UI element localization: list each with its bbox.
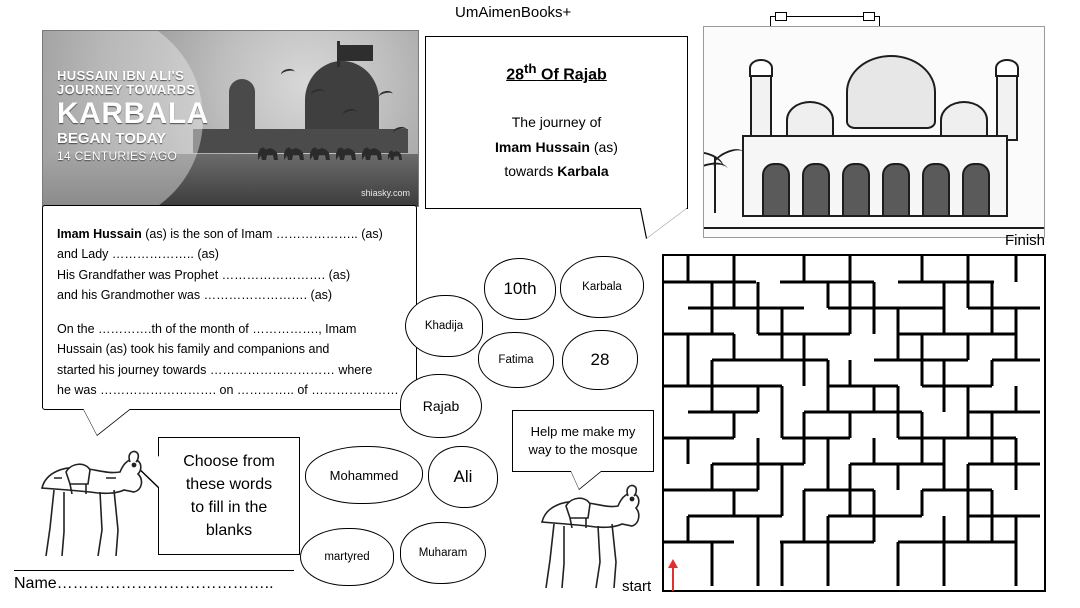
word-blob-label: Ali [453, 467, 473, 486]
maze-puzzle[interactable] [662, 254, 1046, 592]
word-blob-karbala[interactable] [560, 256, 644, 318]
word-blob-label: Karbala [582, 281, 622, 293]
banner-line-2: JOURNEY TOWARDS [57, 81, 196, 97]
banner-flag-icon [339, 45, 373, 61]
banner-caravan [258, 134, 408, 160]
mosque-arch-3-icon [842, 163, 870, 215]
mosque-arch-6-icon [962, 163, 990, 215]
name-field[interactable] [14, 570, 294, 600]
mosque-minaret-right-icon [996, 71, 1018, 141]
camel-illustration-left [24, 432, 154, 560]
word-blob-rajab[interactable] [400, 374, 482, 438]
mosque-arch-5-icon [922, 163, 950, 215]
name-label: Name………………………………….. [14, 575, 274, 592]
word-blob-label: Rajab [422, 398, 460, 414]
finish-label: Finish [1005, 232, 1046, 249]
help-bubble [512, 410, 654, 472]
mosque-illustration [703, 26, 1045, 238]
mosque-minaret-left-icon [750, 71, 772, 141]
brand-title: UmAimenBooks+ [455, 4, 572, 21]
word-blob-fatima[interactable] [478, 332, 554, 388]
fill-in-blanks-bubble [42, 205, 417, 410]
blanks-paragraph-2 [57, 319, 400, 400]
help-line-2: way to the mosque [528, 442, 638, 457]
banner-credit: shiasky.com [361, 188, 410, 198]
blanks-line-3: His Grandfather was Prophet ……………………. (as) [57, 267, 351, 282]
title-imam-bold: Imam Hussain [495, 138, 590, 155]
date-ordinal: th [523, 61, 537, 76]
blanks-line-1: (as) is the son of Imam ……………….. (as) [141, 227, 383, 241]
blanks-line-8: he was ………………………. on ………….. of ………………… [57, 382, 399, 397]
title-line-2 [426, 135, 687, 160]
word-blob-label: 10th [503, 279, 537, 298]
choose-words-bubble [158, 437, 300, 555]
blanks-line-5: On the ………….th of the month of ……………., Imam [57, 322, 357, 336]
mosque-arch-1-icon [762, 163, 790, 215]
choose-line-4: blanks [205, 522, 253, 540]
choose-line-2: these words [185, 475, 273, 493]
title-bubble-tail [641, 208, 687, 238]
blanks-line-2: and Lady ……………….. (as) [57, 247, 219, 262]
title-imam-rest: (as) [589, 138, 618, 155]
mosque-arch-4-icon [882, 163, 910, 215]
word-blob-10th[interactable] [484, 258, 556, 320]
word-blob-khadija[interactable] [405, 295, 483, 357]
banner-caption [57, 69, 209, 162]
date-heading [426, 59, 687, 88]
banner-line-1: HUSSAIN IBN ALI'S [57, 68, 185, 83]
clip-top-right-icon [863, 12, 875, 21]
start-arrow-icon [672, 567, 674, 591]
word-blob-label: Khadija [424, 320, 464, 332]
imam-hussain-bold: Imam Hussain [57, 227, 142, 241]
maze-svg [664, 256, 1040, 586]
word-blob-ali[interactable] [428, 446, 498, 508]
mosque-small-dome-right-icon [940, 101, 988, 139]
choose-line-3: to fill in the [190, 499, 268, 516]
blanks-line-6: Hussain (as) took his family and companions and [57, 342, 330, 357]
bubble-tail [83, 408, 131, 435]
blanks-line-7: started his journey towards ………………………… where [57, 362, 373, 377]
word-blob-label: martyred [324, 551, 370, 563]
word-blob-mohammed[interactable] [305, 446, 423, 504]
word-blob-label: 28 [590, 350, 610, 369]
mosque-building-body [742, 135, 1008, 217]
banner-line-5: 14 CENTURIES AGO [57, 148, 178, 163]
blanks-line-4: and his Grandmother was ……………………. (as) [57, 287, 333, 302]
word-blob-muharam[interactable] [400, 522, 486, 584]
mosque-small-dome-left-icon [786, 101, 834, 139]
help-bubble-text [528, 423, 637, 458]
date-month: Of Rajab [536, 66, 607, 84]
title-line-3 [426, 159, 687, 184]
karbala-banner-image [42, 30, 419, 207]
title-karbala-bold: Karbala [557, 163, 609, 180]
title-subtext [426, 110, 687, 184]
mosque-main-dome-icon [846, 55, 936, 129]
blanks-paragraph-1 [57, 224, 400, 305]
mosque-ground-line [704, 227, 1044, 229]
banner-line-4: BEGAN TODAY [57, 129, 167, 147]
word-blob-label: Fatima [498, 354, 534, 366]
title-line-1: The journey of [511, 114, 602, 131]
help-line-1: Help me make my [530, 424, 636, 440]
choose-line-1: Choose from [183, 452, 275, 470]
word-blob-martyred[interactable] [300, 528, 394, 586]
word-blob-label: Muharam [418, 547, 468, 559]
word-blob-label: Mohammed [329, 467, 399, 483]
banner-dome-right-icon [305, 61, 379, 139]
mosque-arch-2-icon [802, 163, 830, 215]
clip-top-left-icon [775, 12, 787, 21]
word-blob-28[interactable] [562, 330, 638, 390]
title-callout-box [425, 36, 688, 209]
start-label: start [622, 578, 652, 595]
banner-line-3: KARBALA [57, 97, 209, 131]
title-towards: towards [504, 163, 558, 180]
date-number: 28 [506, 66, 524, 84]
choose-bubble-text [183, 450, 275, 543]
camel-illustration-maze [528, 470, 644, 590]
